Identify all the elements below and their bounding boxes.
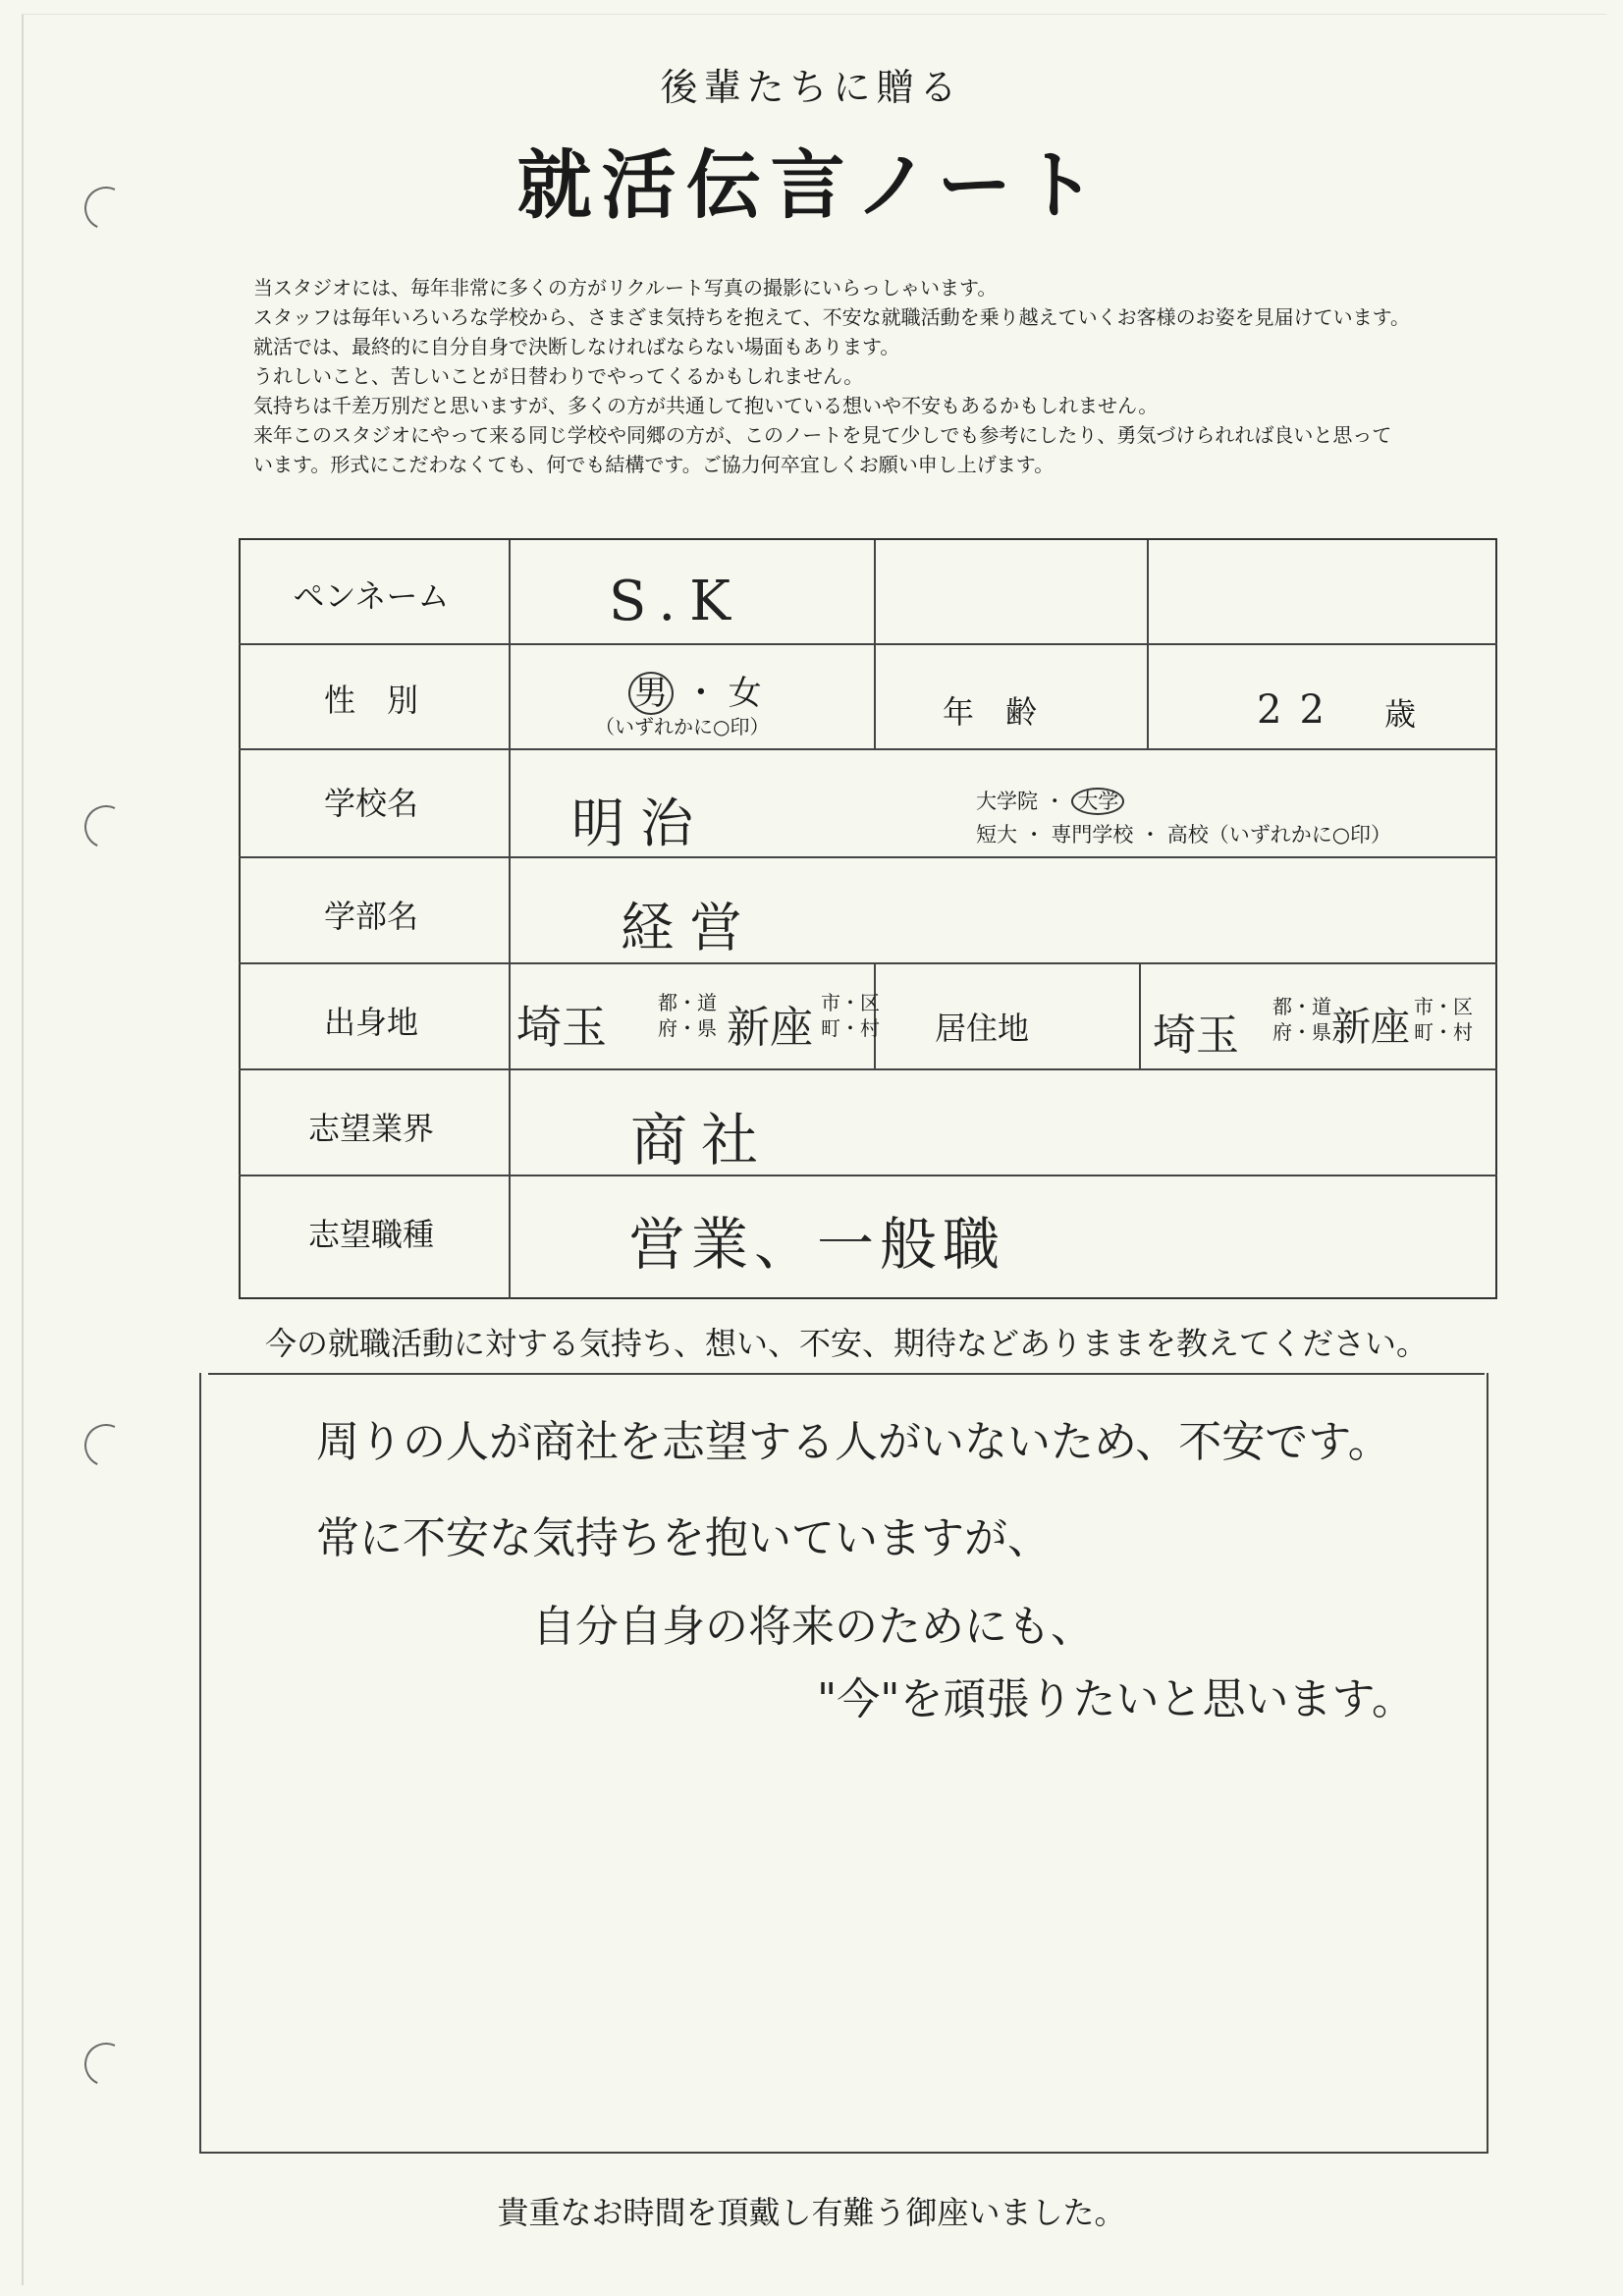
gender-options xyxy=(628,666,762,714)
intro-line: 当スタジオには、毎年非常に多くの方がリクルート写真の撮影にいらっしゃいます。 xyxy=(253,276,998,300)
page-title: 就活伝言ノート xyxy=(516,141,1107,229)
school-type-dot: ・ xyxy=(1044,790,1065,813)
divider xyxy=(239,1068,1497,1070)
intro-line: うれしいこと、苦しいことが日替わりでやってくるかもしれません。 xyxy=(253,364,864,388)
birthplace-label: 出身地 xyxy=(323,1004,418,1041)
pref-suffix-bottom: 府・県 xyxy=(658,1016,717,1040)
school-type-line2: 短大 ・ 専門学校 ・ 高校（いずれかに○印） xyxy=(976,823,1392,847)
city-suffix-top: 市・区 xyxy=(821,991,880,1014)
intro-text xyxy=(253,273,1589,479)
divider xyxy=(239,1175,1497,1176)
gender-note: （いずれかに○印） xyxy=(595,715,770,738)
birthplace-city: 新座 xyxy=(727,1003,813,1053)
answer-line: 自分自身の将来のためにも、 xyxy=(532,1602,1094,1652)
intro-line: います。形式にこだわなくても、何でも結構です。ご協力何卒宜しくお願い申し上げます。 xyxy=(253,453,1055,476)
school-type-graduate: 大学院 xyxy=(976,790,1038,813)
divider xyxy=(1139,962,1141,1068)
divider xyxy=(239,962,1497,964)
city-suffix-bottom: 町・村 xyxy=(1414,1020,1473,1044)
faculty-label: 学部名 xyxy=(323,898,418,935)
school-value: 明治 xyxy=(571,793,709,854)
footer-thanks: 貴重なお時間を頂戴し有難う御座いました。 xyxy=(497,2194,1126,2231)
residence-prefecture: 埼玉 xyxy=(1153,1011,1239,1061)
intro-line: スタッフは毎年いろいろな学校から、さまざま気持ちを抱えて、不安な就職活動を乗り越えていくお客様のお姿を見届けています。 xyxy=(253,305,1410,329)
age-value: 22 xyxy=(1257,687,1342,733)
answer-box xyxy=(199,1373,1488,2154)
birthplace-city-suffix xyxy=(821,990,880,1041)
question-text: 今の就職活動に対する気持ち、想い、不安、期待などありままを教えてください。 xyxy=(265,1325,1429,1362)
answer-line: 周りの人が商社を志望する人がいないため、不安です。 xyxy=(316,1417,1391,1467)
job-value: 営業、一般職 xyxy=(628,1211,1006,1278)
pref-suffix-top: 都・道 xyxy=(1272,995,1331,1018)
divider xyxy=(1147,540,1149,748)
gender-label: 性 別 xyxy=(323,682,418,719)
residence-city-suffix xyxy=(1414,994,1473,1045)
divider xyxy=(509,540,511,1299)
residence-label: 居住地 xyxy=(935,1010,1030,1047)
subtitle: 後輩たちに贈る xyxy=(660,66,963,109)
job-label: 志望職種 xyxy=(307,1216,434,1253)
gender-female: 女 xyxy=(728,674,762,713)
age-unit: 歳 xyxy=(1384,695,1417,733)
answer-line: 常に不安な気持ちを抱いていますが、 xyxy=(316,1513,1051,1563)
divider xyxy=(874,540,876,748)
gender-dot: ・ xyxy=(683,674,718,713)
pref-suffix-bottom: 府・県 xyxy=(1272,1020,1331,1044)
age-label: 年 齢 xyxy=(943,693,1038,731)
intro-line: 就活では、最終的に自分自身で決断しなければならない場面もあります。 xyxy=(253,335,900,358)
city-suffix-top: 市・区 xyxy=(1414,995,1473,1018)
faculty-value: 経営 xyxy=(621,897,758,958)
divider xyxy=(239,643,1497,645)
school-type-line1 xyxy=(976,786,1124,815)
birthplace-pref-suffix xyxy=(658,990,717,1041)
city-suffix-bottom: 町・村 xyxy=(821,1016,880,1040)
intro-line: 気持ちは千差万別だと思いますが、多くの方が共通して抱いている想いや不安もあるかもしれません。 xyxy=(253,394,1159,417)
school-label: 学校名 xyxy=(323,785,418,822)
answer-line: "今"を頑張りたいと思います。 xyxy=(817,1674,1415,1724)
gender-male: 男 xyxy=(628,672,674,715)
divider xyxy=(239,748,1497,750)
pen-name-value: S.K xyxy=(609,570,745,633)
industry-label: 志望業界 xyxy=(307,1110,434,1147)
birthplace-prefecture: 埼玉 xyxy=(516,1001,607,1054)
divider xyxy=(239,856,1497,858)
intro-line: 来年このスタジオにやって来る同じ学校や同郷の方が、このノートを見て少しでも参考にしたり、勇気づけられれば良いと思って xyxy=(253,423,1392,447)
pen-name-label: ペンネーム xyxy=(293,577,450,615)
residence-city: 新座 xyxy=(1331,1005,1410,1050)
pref-suffix-top: 都・道 xyxy=(658,991,717,1014)
residence-pref-suffix xyxy=(1272,994,1331,1045)
school-type-university: 大学 xyxy=(1071,788,1124,815)
industry-value: 商社 xyxy=(630,1107,773,1174)
